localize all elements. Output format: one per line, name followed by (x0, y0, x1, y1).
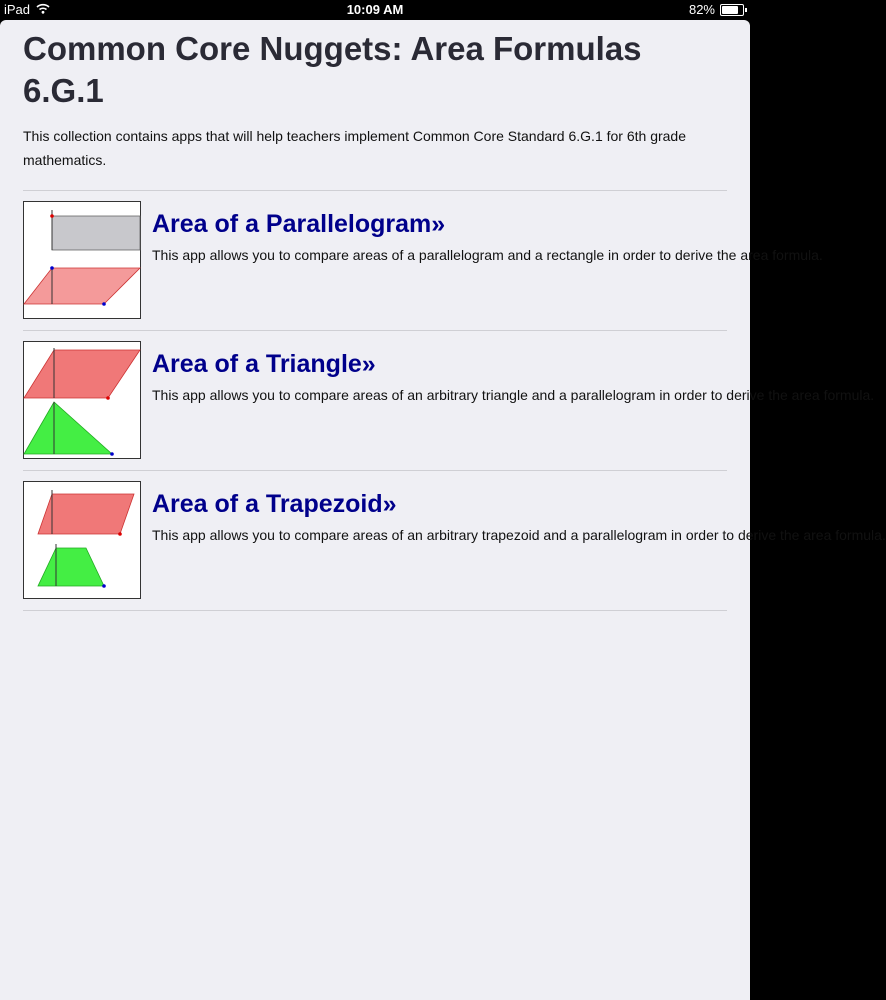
app-item-trapezoid[interactable] (23, 471, 886, 611)
parallelogram-thumbnail[interactable] (23, 201, 141, 319)
triangle-link[interactable]: Area of a Triangle» (152, 350, 376, 378)
status-right (689, 2, 744, 17)
trapezoid-thumbnail[interactable] (23, 481, 141, 599)
battery-percent: 82% (688, 2, 715, 17)
status-time: 10:09 AM (346, 2, 404, 17)
app-item-triangle[interactable] (23, 331, 875, 471)
trapezoid-link[interactable]: Area of a Trapezoid» (152, 490, 397, 518)
status-bar (0, 0, 750, 20)
parallelogram-description: This app allows you to compare areas of a parallelogram and a rectangle in order to derive the area formula. (152, 247, 823, 263)
page (0, 20, 886, 1000)
battery-icon (720, 4, 744, 16)
triangle-description: This app allows you to compare areas of an arbitrary triangle and a parallelogram in order to derive the area formula. (152, 387, 875, 403)
app-item-text (152, 341, 875, 470)
app-item-parallelogram[interactable] (23, 191, 823, 331)
device-name: iPad (4, 2, 31, 17)
content (0, 20, 886, 611)
page-title: Common Core Nuggets: Area Formulas 6.G.1 (23, 30, 642, 109)
triangle-thumbnail[interactable] (23, 341, 141, 459)
app-item-text (152, 481, 886, 610)
parallelogram-link[interactable]: Area of a Parallelogram» (152, 210, 446, 238)
trapezoid-description: This app allows you to compare areas of an arbitrary trapezoid and a parallelogram in order to derive the area formula. (152, 527, 886, 543)
app-item-text (152, 201, 823, 330)
page-description: This collection contains apps that will help teachers implement Common Core Standard 6.G.1 for 6th grade mathematics. (23, 128, 687, 168)
